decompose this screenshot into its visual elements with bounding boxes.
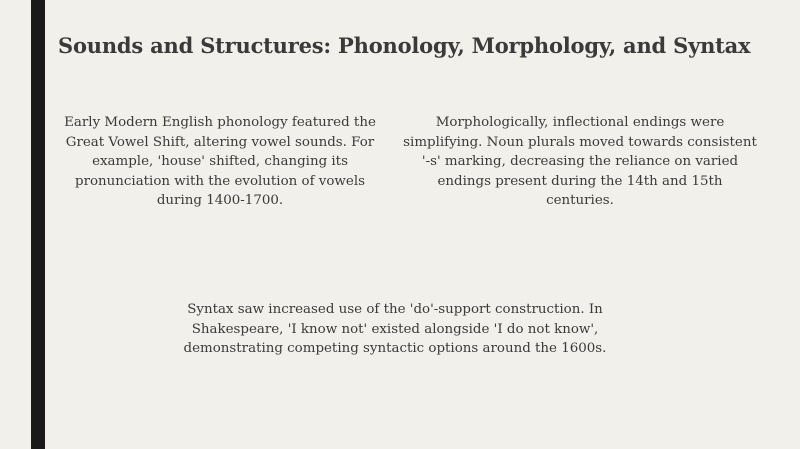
slide-title: Sounds and Structures: Phonology, Morphology, and Syntax [58,33,751,58]
morphology-paragraph: Morphologically, inflectional endings were simplifying. Noun plurals moved towards consistent '-s' marking, decreasing the reliance on varied endings present during the 14th and 15th centuries. [403,115,757,208]
phonology-paragraph: Early Modern English phonology featured the Great Vowel Shift, altering vowel sounds. For example, 'house' shifted, changing its pronunciation with the evolution of vowels during 1400-1700. [64,115,376,208]
accent-bar [31,0,45,449]
syntax-paragraph: Syntax saw increased use of the 'do'-support construction. In Shakespeare, 'I know not' existed alongside 'I do not know', demonstrating competing syntactic options around the 1600s. [183,302,607,356]
